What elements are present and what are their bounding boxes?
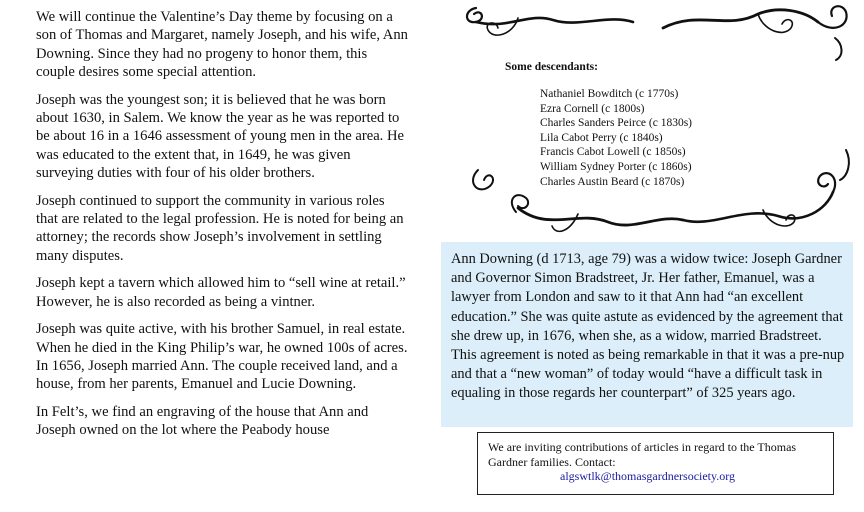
article-paragraph-3: Joseph continued to support the community in various roles that are related to the legal profession. He is noted for being an attorney; the records show Joseph’s involvement in settling many disputes. xyxy=(36,192,404,264)
contributions-notice xyxy=(477,432,834,495)
descendant-item: William Sydney Porter (c 1860s) xyxy=(540,160,692,173)
descendants-list xyxy=(540,87,692,189)
article-column xyxy=(36,8,408,449)
article-paragraph-1: We will continue the Valentine’s Day theme by focusing on a son of Thomas and Margaret, namely Joseph, and his wife, Ann Downing. Since they had no progeny to honor them, this couple desires some special attention. xyxy=(36,9,408,81)
sidebar-text: Ann Downing (d 1713, age 79) was a widow twice: Joseph Gardner and Governor Simon Bradstreet, Jr. Her father, Emanuel, was a lawyer from London and saw to it that Ann had “an excellent education.” She was quite astute as evidenced by the agreement that she drew up, in 1676, when she, as a widow, married Bradstreet. This agreement is noted as being remarkable in that it was a pre-nup and that a “new woman” of today would “have a difficult task in equaling in those regards her counterpart” of 325 years ago. xyxy=(451,251,845,402)
descendants-box xyxy=(458,0,856,238)
descendant-item: Charles Austin Beard (c 1870s) xyxy=(540,175,685,188)
descendant-item: Ezra Cornell (c 1800s) xyxy=(540,102,645,115)
article-paragraph-2: Joseph was the youngest son; it is believed that he was born about 1630, in Salem. We know the year as he was reported to be about 16 in a 1646 assessment of young men in the area. He was educated to the extent that, in 1649, he was given surveying duties with four of his older brothers. xyxy=(36,91,404,182)
descendant-item: Lila Cabot Perry (c 1840s) xyxy=(540,131,663,144)
article-paragraph-4: Joseph kept a tavern which allowed him to “sell wine at retail.” However, he is also recorded as being a vintner. xyxy=(36,275,406,310)
article-paragraph-5: Joseph was quite active, with his brother Samuel, in real estate. When he died in the King Philip’s war, he owned 100s of acres. In 1656, Joseph married Ann. The couple received land, and a house, from her parents, Emanuel and Lucie Downing. xyxy=(36,321,408,393)
ann-downing-sidebar xyxy=(441,242,853,427)
contact-email-link[interactable]: algswtlk@thomasgardnersociety.org xyxy=(560,469,736,484)
descendants-title: Some descendants: xyxy=(505,61,598,73)
descendant-item: Charles Sanders Peirce (c 1830s) xyxy=(540,117,693,130)
article-paragraph-6: In Felt’s, we find an engraving of the house that Ann and Joseph owned on the lot where the Peabody house xyxy=(36,403,369,439)
descendant-item: Francis Cabot Lowell (c 1850s) xyxy=(540,146,686,159)
contributions-text: We are inviting contributions of articles in regard to the Thomas Gardner families. Contact: xyxy=(488,440,797,469)
descendant-item: Nathaniel Bowditch (c 1770s) xyxy=(540,88,679,100)
